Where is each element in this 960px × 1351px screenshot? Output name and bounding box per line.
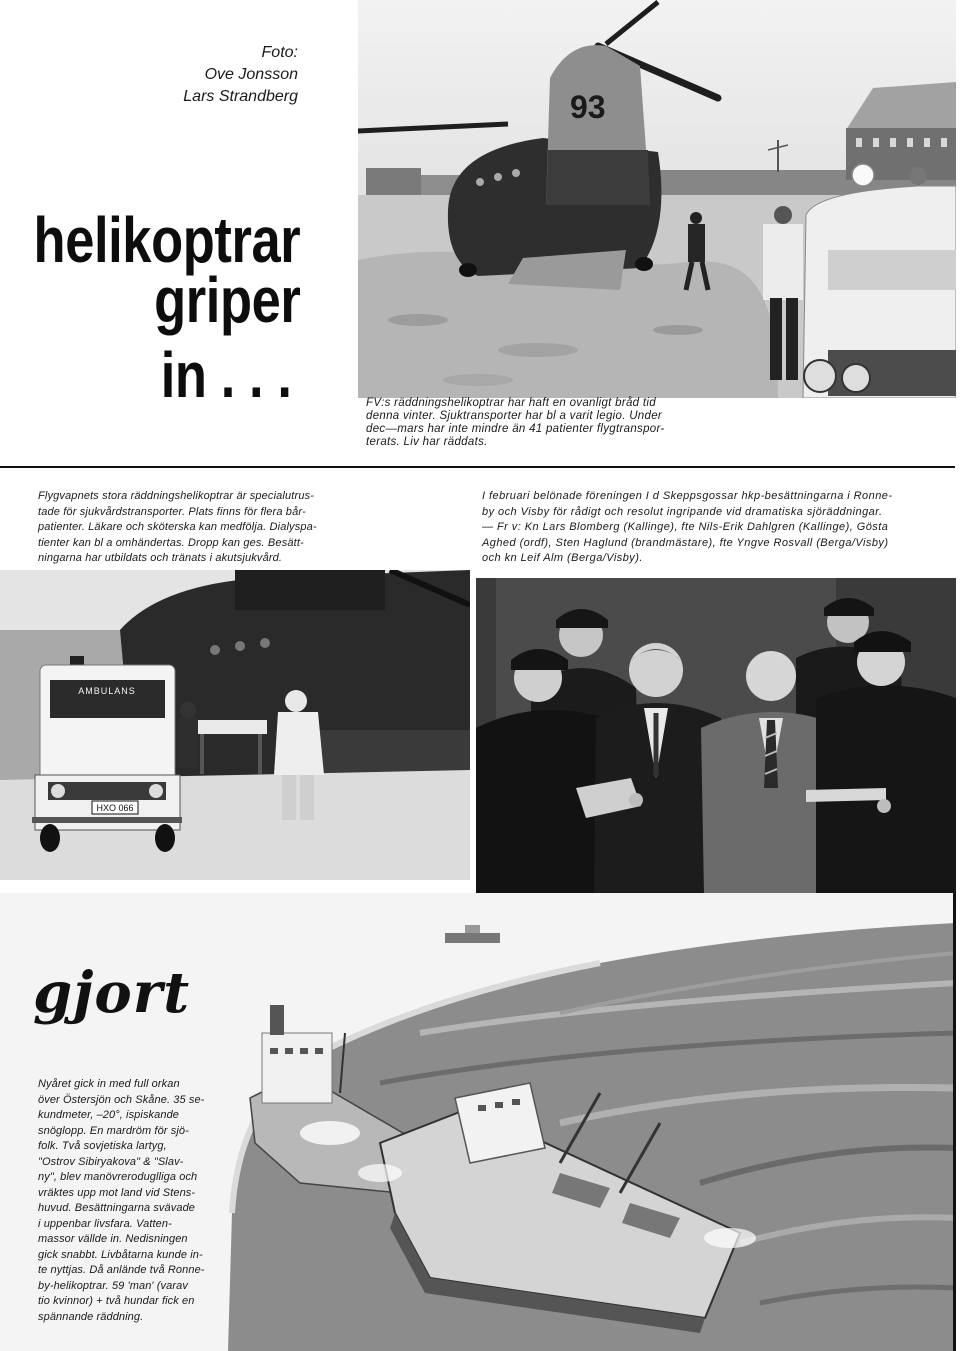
caption-line: tio kvinnor) + två hundar fick en bbox=[38, 1295, 195, 1307]
caption-line: denna vinter. Sjuktransporter har bl a varit legio. Under bbox=[366, 410, 663, 422]
helicopter-tail-number: 93 bbox=[570, 89, 606, 125]
caption-line: huvud. Besättningarna svävade bbox=[38, 1202, 196, 1214]
caption-line: "Ostrov Sibiryakova" & "Slav- bbox=[38, 1155, 184, 1168]
award-ceremony-caption bbox=[482, 489, 892, 567]
ambulance-vehicle bbox=[32, 656, 182, 852]
caption-line: i uppenbar livsfara. Vatten- bbox=[38, 1217, 172, 1230]
photographer-name: Ove Jonsson bbox=[204, 66, 298, 83]
ambulance-roof-label: AMBULANS bbox=[78, 686, 136, 696]
caption-line: folk. Två sovjetiska lartyg, bbox=[38, 1140, 167, 1152]
photo-credit-label: Foto: bbox=[261, 44, 298, 61]
caption-line: tienter kan bl a omhändertas. Dropp kan ges. Besätt- bbox=[38, 536, 304, 549]
caption-line: patienter. Läkare och sköterska kan medfölja. Dialyspa- bbox=[38, 521, 317, 533]
caption-line: I februari belönade föreningen I d Skeppsgossar hkp-besättningarna i Ronne- bbox=[482, 490, 893, 502]
caption-line: och kn Leif Alm (Berga/Visby). bbox=[482, 552, 643, 564]
caption-line: ny", blev manövreroduglliga och bbox=[38, 1171, 198, 1183]
headline-line: griper bbox=[153, 264, 300, 336]
section-divider bbox=[0, 466, 955, 468]
caption-line: ningarna har utbildats och tränats i akutsjukvård. bbox=[38, 552, 283, 564]
caption-line: över Östersjön och Skåne. 35 se- bbox=[38, 1093, 205, 1106]
helicopter-landing-photo bbox=[358, 0, 956, 398]
ambulance-transport-caption bbox=[38, 489, 317, 567]
caption-line: dec—mars har inte mindre än 41 patienter flygtranspor- bbox=[366, 423, 665, 435]
caption-line: terats. Liv har räddats. bbox=[366, 436, 488, 448]
headline-line: in . . . bbox=[161, 339, 292, 411]
caption-line: spännande räddning. bbox=[38, 1310, 144, 1323]
ambulance-helicopter-photo bbox=[0, 570, 470, 880]
license-plate: HXO 066 bbox=[96, 803, 134, 813]
photo-credit bbox=[183, 42, 298, 108]
rescue-story-caption bbox=[38, 1077, 205, 1325]
caption-line: massor vällde in. Nedisningen bbox=[38, 1233, 188, 1245]
award-recipients-photo bbox=[476, 578, 956, 894]
caption-line: gick snabbt. Livbåtarna kunde in- bbox=[38, 1248, 203, 1261]
caption-line: vräktes upp mot land vid Stens- bbox=[38, 1186, 196, 1199]
caption-line: snöglopp. En mardröm för sjö- bbox=[38, 1124, 189, 1137]
caption-line: kundmeter, –20°, ispiskande bbox=[38, 1109, 180, 1121]
caption-line: — Fr v: Kn Lars Blomberg (Kallinge), fte Nils-Erik Dahlgren (Kallinge), Gösta bbox=[482, 521, 889, 533]
caption-line: by och Visby för rådigt och resolut ingripande vid dramatiska sjöräddningar. bbox=[482, 505, 883, 518]
photographer-name: Lars Strandberg bbox=[183, 88, 298, 105]
caption-line: te nyttjas. Då anlände två Ronne- bbox=[38, 1264, 205, 1276]
caption-line: tade för sjukvårdstransporter. Plats finns för flera bår- bbox=[38, 505, 306, 518]
caption-line: FV:s räddningshelikoptrar har haft en ovanligt bråd tid bbox=[366, 397, 656, 409]
headline-line: helikoptrar bbox=[33, 204, 300, 276]
photo-border bbox=[953, 893, 956, 1351]
helicopter-landing-caption bbox=[366, 397, 665, 449]
caption-line: by-helikoptrar. 59 'man' (varav bbox=[38, 1279, 188, 1292]
caption-line: Aghed (ordf), Sten Haglund (brandmästare), fte Yngve Rosvall (Berga/Visby) bbox=[482, 536, 889, 549]
section-headline: gjort bbox=[33, 960, 191, 1026]
caption-line: Nyåret gick in med full orkan bbox=[38, 1078, 180, 1090]
caption-line: Flygvapnets stora räddningshelikoptrar är specialutrus- bbox=[38, 490, 315, 502]
